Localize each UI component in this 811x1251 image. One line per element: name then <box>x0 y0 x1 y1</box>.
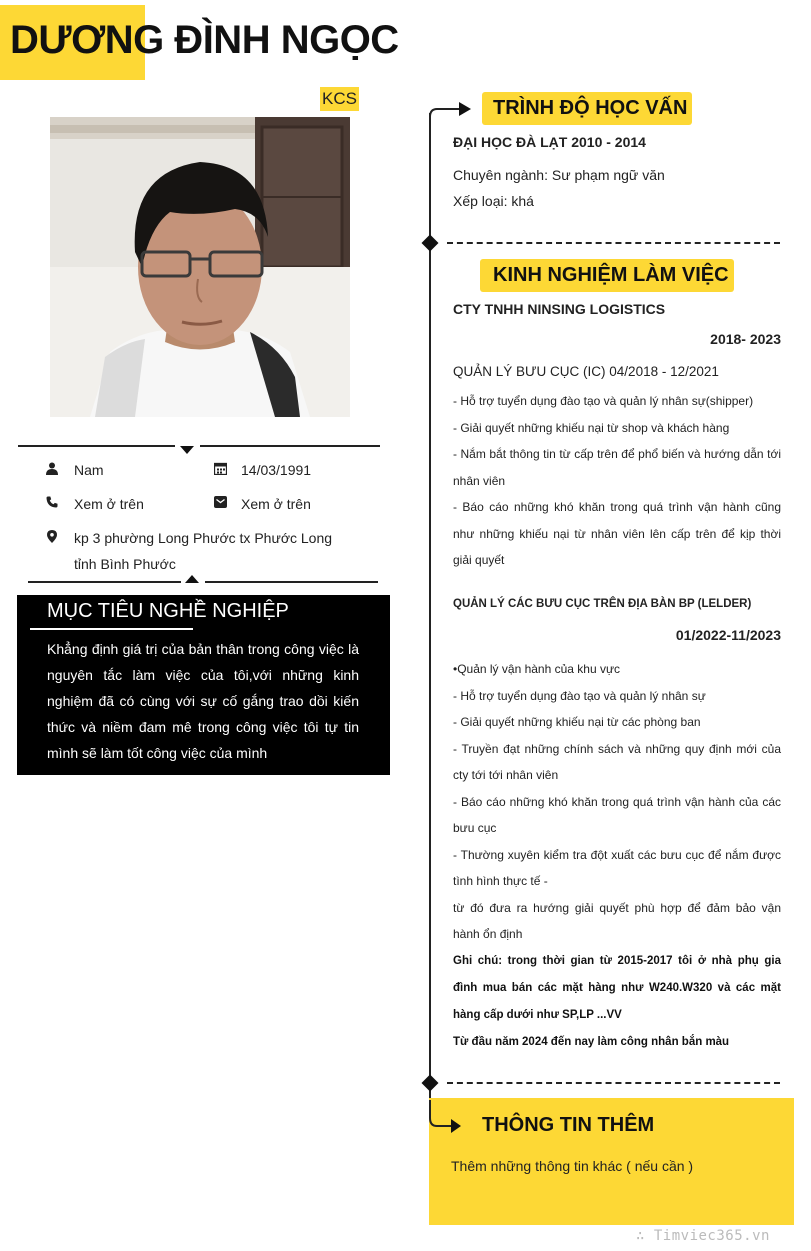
dashed-divider <box>447 1082 780 1084</box>
dashed-divider <box>447 242 780 244</box>
job-position: KCS <box>320 87 359 111</box>
list-item: - Hỗ trợ tuyển dụng đào tạo và quản lý nhân sự <box>453 688 706 703</box>
list-item: - Truyền đạt những chính sách và những quy định mới của cty tới tới nhân viên <box>453 741 781 782</box>
arrow-right-icon <box>429 1100 463 1140</box>
envelope-icon <box>213 495 227 509</box>
note-item: Từ đầu năm 2024 đến nay làm công nhân bắn màu <box>453 1036 730 1048</box>
company-name: CTY TNHH NINSING LOGISTICS <box>453 301 666 317</box>
job1-title: QUẢN LÝ BƯU CỤC (IC) 04/2018 - 12/2021 <box>453 364 719 379</box>
divider <box>200 445 380 447</box>
avatar-photo <box>50 117 350 417</box>
extra-info-text: Thêm những thông tin khác ( nếu cần ) <box>451 1158 694 1174</box>
job2-period: 01/2022-11/2023 <box>675 627 781 643</box>
job2-title: QUẢN LÝ CÁC BƯU CỤC TRÊN ĐỊA BÀN BP (LELDER) <box>453 598 752 610</box>
objective-text: Khẳng định giá trị của bản thân trong công việc là nguyên tắc làm việc của tôi,với những kinh nghiệm đã có cùng với sự cố gắng trao dồi kiến thức và niềm đam mê trong công việc tôi tự tin mình sẽ làm tốt công việc của mình <box>47 641 359 761</box>
list-item: - Giải quyết những khiếu nại từ các phòng ban <box>453 715 701 729</box>
job1-description <box>453 388 781 574</box>
phone-icon <box>45 495 59 509</box>
job2-description <box>453 656 781 948</box>
triangle-up-icon <box>185 575 199 583</box>
calendar-icon <box>213 461 227 475</box>
avatar-illustration <box>50 117 350 417</box>
email-value: Xem ở trên <box>241 496 311 512</box>
full-name: DƯƠNG ĐÌNH NGỌC <box>10 18 399 62</box>
divider <box>18 445 175 447</box>
timeline-line <box>429 113 431 1113</box>
experience-notes <box>453 948 781 1056</box>
experience-title: KINH NGHIỆM LÀM VIỆC <box>493 264 729 286</box>
list-item: - Báo cáo những khó khăn trong quá trình vận hành của các bưu cục <box>453 794 781 835</box>
timeline-diamond <box>422 1075 439 1092</box>
note-item: Ghi chú: trong thời gian từ 2015-2017 tôi ở nhà phụ gia đình mua bán các mặt hàng như W240.W320 và các mặt hàng cấp dưới như SP,LP ...VV <box>453 955 781 1021</box>
watermark: ∴ Timviec365.vn <box>636 1228 770 1244</box>
arrow-right-icon <box>429 99 473 119</box>
education-school: ĐẠI HỌC ĐÀ LẠT 2010 - 2014 <box>453 134 646 150</box>
list-item: - Hỗ trợ tuyển dụng đào tạo và quản lý nhân sự(shipper) <box>453 394 754 408</box>
education-rank: Xếp loại: khá <box>453 193 534 209</box>
timeline-diamond <box>422 235 439 252</box>
birthday-value: 14/03/1991 <box>241 462 312 478</box>
objective-title: MỤC TIÊU NGHỀ NGHIỆP <box>47 600 289 622</box>
phone-value: Xem ở trên <box>74 496 144 512</box>
user-icon <box>45 461 59 475</box>
address-line-1: kp 3 phường Long Phước tx Phước Long <box>74 530 333 546</box>
list-item: - Báo cáo những khó khăn trong quá trình vận hành cũng như những khiếu nại từ nhân viên lên cấp trên để kịp thời giải quyết <box>453 500 781 567</box>
education-title: TRÌNH ĐỘ HỌC VẤN <box>493 97 688 119</box>
gender-value: Nam <box>74 462 104 478</box>
list-item: - Giải quyết những khiếu nại từ shop và khách hàng <box>453 420 730 435</box>
list-item: •Quản lý vận hành của khu vực <box>453 662 620 676</box>
divider <box>205 581 378 583</box>
company-period: 2018- 2023 <box>710 331 781 347</box>
list-item: - Nắm bắt thông tin từ cấp trên để phổ biến và hướng dẫn tới nhân viên <box>453 447 781 488</box>
extra-info-title: THÔNG TIN THÊM <box>482 1114 655 1136</box>
divider <box>28 581 181 583</box>
list-item: - Thường xuyên kiểm tra đột xuất các bưu cục để nắm được tình hình thực tế - <box>453 847 781 888</box>
list-item: từ đó đưa ra hướng giải quyết phù hợp để đảm bảo vận hành ổn định <box>453 900 781 941</box>
address-line-2: tỉnh Bình Phước <box>74 556 176 572</box>
triangle-down-icon <box>180 446 194 454</box>
education-major: Chuyên ngành: Sư phạm ngữ văn <box>453 167 665 183</box>
map-pin-icon <box>45 529 59 543</box>
objective-underline <box>30 628 193 630</box>
